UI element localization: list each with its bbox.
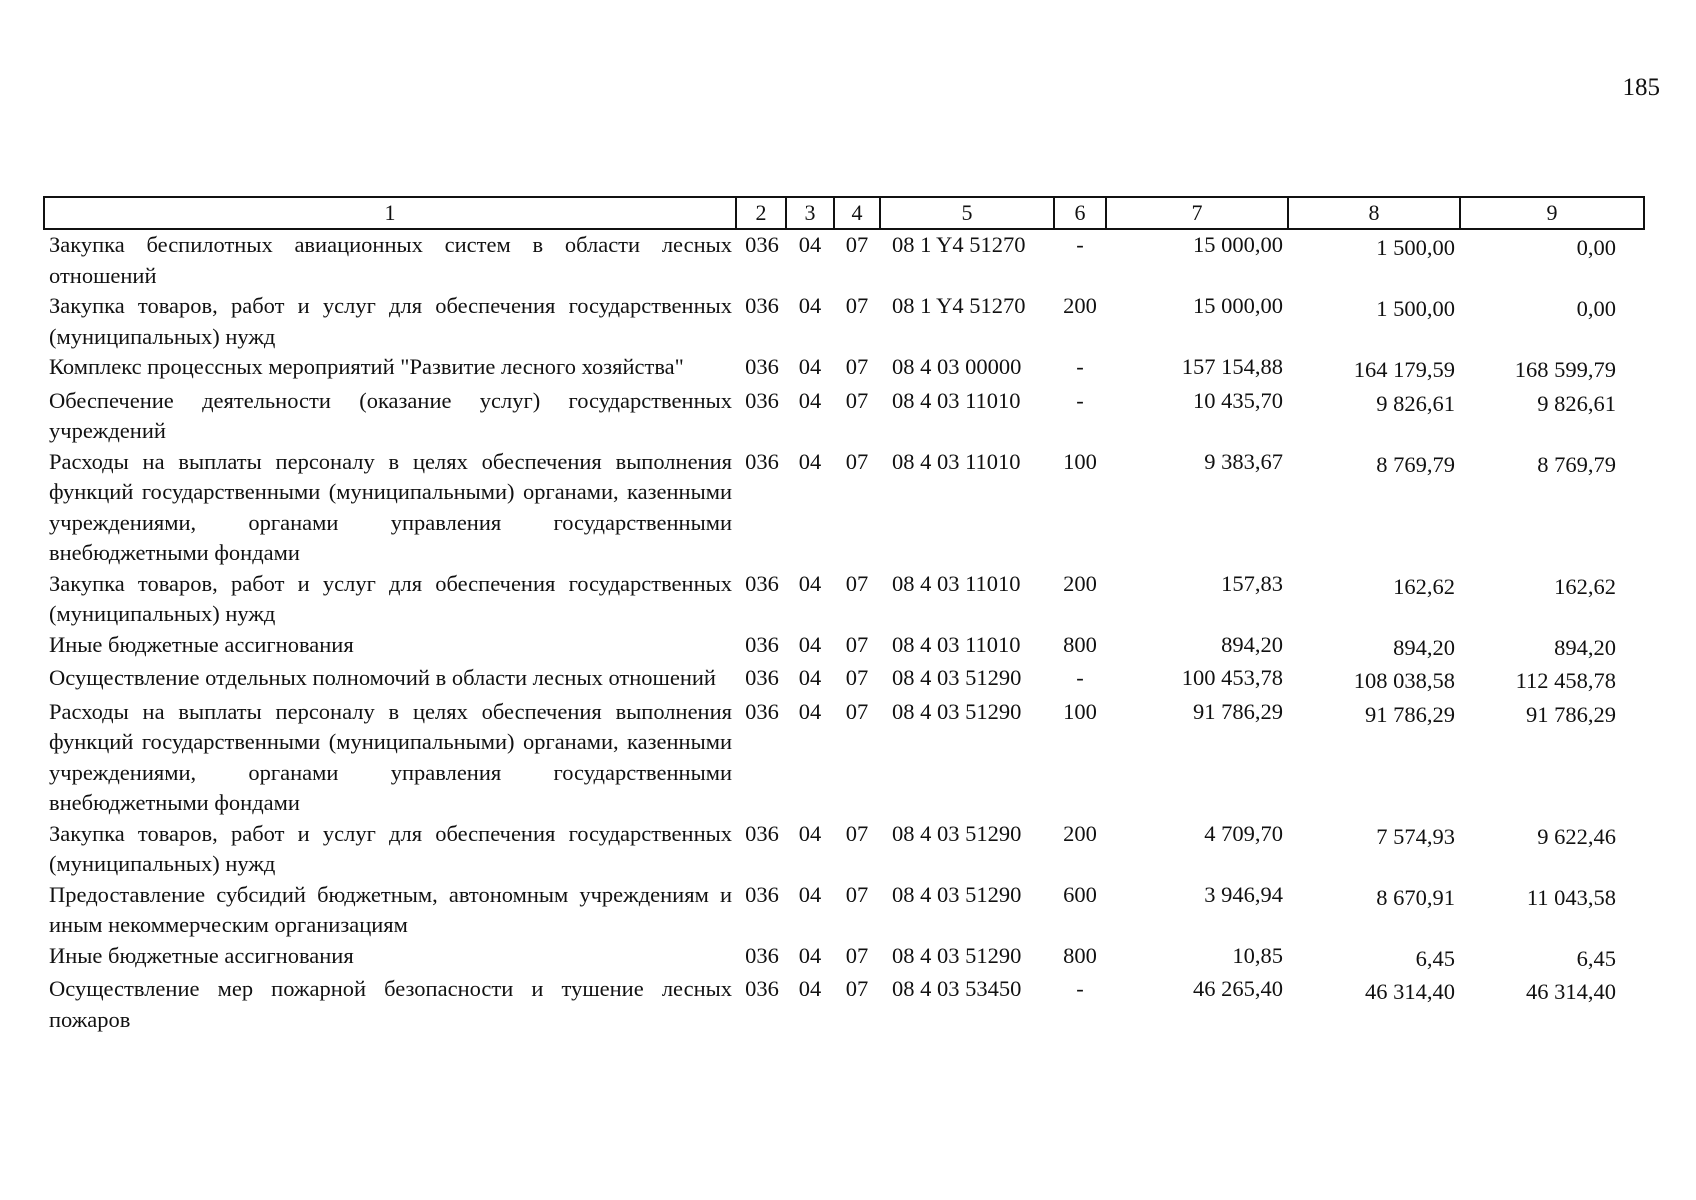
budget-table: [43, 196, 1645, 1035]
column-header-2: 2: [736, 197, 786, 229]
cell-amount-3: 0,00: [1576, 296, 1616, 321]
cell-grbs: 036: [745, 976, 779, 1001]
cell-target-article: 08 4 03 00000: [892, 354, 1022, 379]
cell-target-article: 08 4 03 51290: [892, 881, 1022, 907]
cell-target-article: 08 4 03 11010: [892, 631, 1021, 657]
cell-section: 04: [798, 665, 822, 690]
cell-target-article: 08 4 03 51290: [892, 665, 1022, 690]
cell-name: Комплекс процессных мероприятий "Развитие лесного хозяйства": [49, 354, 684, 379]
cell-subsection: 07: [845, 232, 869, 257]
table-row: [44, 447, 1644, 569]
cell-amount-2: 162,62: [1393, 573, 1455, 599]
cell-amount-2: 91 786,29: [1365, 701, 1455, 727]
cell-grbs: 036: [745, 631, 779, 657]
cell-target-article: 08 4 03 11010: [892, 448, 1021, 474]
cell-expense-type: 100: [1063, 448, 1097, 474]
cell-name: Закупка товаров, работ и услуг для обеспечения государственных (муниципальных) нужд: [49, 570, 732, 626]
cell-expense-type: 800: [1063, 942, 1097, 968]
cell-grbs: 036: [745, 698, 779, 724]
cell-amount-1: 3 946,94: [1204, 881, 1283, 907]
cell-section: 04: [798, 354, 822, 379]
column-header-3: 3: [786, 197, 834, 229]
cell-grbs: 036: [745, 354, 779, 379]
cell-amount-2: 1 500,00: [1376, 235, 1455, 260]
cell-section: 04: [798, 232, 822, 257]
cell-subsection: 07: [845, 881, 869, 907]
cell-target-article: 08 4 03 51290: [892, 942, 1022, 968]
cell-target-article: 08 4 03 11010: [892, 570, 1021, 596]
column-header-9: 9: [1460, 197, 1644, 229]
cell-name: Обеспечение деятельности (оказание услуг) государственных учреждений: [49, 387, 732, 443]
cell-expense-type: -: [1076, 232, 1084, 257]
cell-name: Предоставление субсидий бюджетным, автономным учреждениям и иным некоммерческим организациям: [49, 881, 732, 937]
cell-amount-1: 10 435,70: [1193, 387, 1283, 413]
cell-grbs: 036: [745, 881, 779, 907]
cell-amount-2: 46 314,40: [1365, 979, 1455, 1004]
cell-target-article: 08 1 Y4 51270: [892, 232, 1026, 257]
cell-amount-2: 9 826,61: [1376, 390, 1455, 416]
cell-amount-2: 1 500,00: [1376, 296, 1455, 321]
cell-expense-type: 100: [1063, 698, 1097, 724]
cell-grbs: 036: [745, 820, 779, 846]
cell-section: 04: [798, 293, 822, 318]
table-header-row: [44, 197, 1644, 229]
cell-expense-type: 200: [1063, 570, 1097, 596]
cell-amount-3: 6,45: [1576, 945, 1616, 971]
cell-amount-2: 8 769,79: [1376, 451, 1455, 477]
cell-amount-2: 164 179,59: [1353, 357, 1455, 382]
table-row: [44, 974, 1644, 1035]
cell-subsection: 07: [845, 387, 869, 413]
cell-expense-type: 800: [1063, 631, 1097, 657]
cell-amount-1: 10,85: [1232, 942, 1283, 968]
table-row: [44, 386, 1644, 447]
cell-section: 04: [798, 820, 822, 846]
cell-amount-3: 162,62: [1554, 573, 1616, 599]
cell-target-article: 08 4 03 53450: [892, 976, 1022, 1001]
cell-amount-3: 11 043,58: [1526, 884, 1616, 910]
table-row: [44, 880, 1644, 941]
cell-name: Закупка беспилотных авиационных систем в области лесных отношений: [49, 232, 732, 288]
cell-amount-3: 9 826,61: [1537, 390, 1616, 416]
table-row: [44, 229, 1644, 291]
column-header-4: 4: [834, 197, 880, 229]
cell-section: 04: [798, 570, 822, 596]
cell-subsection: 07: [845, 698, 869, 724]
cell-name: Иные бюджетные ассигнования: [49, 631, 354, 657]
cell-expense-type: -: [1076, 354, 1084, 379]
cell-amount-2: 6,45: [1415, 945, 1455, 971]
column-header-1: 1: [44, 197, 736, 229]
cell-amount-1: 15 000,00: [1193, 232, 1283, 257]
cell-name: Расходы на выплаты персоналу в целях обеспечения выполнения функций государственными (муниципальными) органами, казенными учреждениями, органами управления государственными внебюджетными фондами: [49, 698, 732, 815]
cell-target-article: 08 1 Y4 51270: [892, 293, 1026, 318]
cell-amount-1: 157 154,88: [1181, 354, 1283, 379]
cell-grbs: 036: [745, 293, 779, 318]
cell-amount-1: 46 265,40: [1193, 976, 1283, 1001]
cell-subsection: 07: [845, 631, 869, 657]
column-header-6: 6: [1054, 197, 1106, 229]
cell-section: 04: [798, 976, 822, 1001]
cell-section: 04: [798, 942, 822, 968]
cell-amount-3: 46 314,40: [1526, 979, 1616, 1004]
table-row: [44, 697, 1644, 819]
cell-name: Закупка товаров, работ и услуг для обеспечения государственных (муниципальных) нужд: [49, 293, 732, 349]
table-row: [44, 569, 1644, 630]
cell-section: 04: [798, 631, 822, 657]
cell-expense-type: 200: [1063, 293, 1097, 318]
cell-grbs: 036: [745, 387, 779, 413]
cell-amount-3: 9 622,46: [1537, 823, 1616, 849]
cell-grbs: 036: [745, 448, 779, 474]
cell-subsection: 07: [845, 570, 869, 596]
cell-amount-3: 894,20: [1554, 634, 1616, 660]
column-header-8: 8: [1288, 197, 1460, 229]
cell-amount-3: 168 599,79: [1514, 357, 1616, 382]
cell-subsection: 07: [845, 942, 869, 968]
column-header-5: 5: [880, 197, 1054, 229]
cell-name: Осуществление мер пожарной безопасности и тушение лесных пожаров: [49, 976, 732, 1032]
cell-expense-type: -: [1076, 665, 1084, 690]
cell-amount-1: 15 000,00: [1193, 293, 1283, 318]
cell-subsection: 07: [845, 293, 869, 318]
cell-grbs: 036: [745, 232, 779, 257]
cell-target-article: 08 4 03 51290: [892, 698, 1022, 724]
cell-amount-2: 7 574,93: [1376, 823, 1455, 849]
cell-target-article: 08 4 03 51290: [892, 820, 1022, 846]
cell-grbs: 036: [745, 570, 779, 596]
column-header-7: 7: [1106, 197, 1288, 229]
cell-amount-1: 894,20: [1221, 631, 1283, 657]
cell-section: 04: [798, 448, 822, 474]
cell-amount-1: 4 709,70: [1204, 820, 1283, 846]
cell-amount-2: 108 038,58: [1353, 668, 1455, 693]
table-row: [44, 291, 1644, 352]
page-number: 185: [1622, 74, 1660, 101]
cell-subsection: 07: [845, 354, 869, 379]
cell-grbs: 036: [745, 665, 779, 690]
cell-name: Осуществление отдельных полномочий в области лесных отношений: [49, 665, 716, 690]
table-body: [44, 229, 1644, 1035]
cell-grbs: 036: [745, 942, 779, 968]
table-row: [44, 663, 1644, 697]
table-row: [44, 941, 1644, 975]
cell-amount-3: 91 786,29: [1526, 701, 1616, 727]
table-row: [44, 352, 1644, 386]
cell-subsection: 07: [845, 820, 869, 846]
table-row: [44, 630, 1644, 664]
cell-name: Расходы на выплаты персоналу в целях обеспечения выполнения функций государственными (муниципальными) органами, казенными учреждениями, органами управления государственными внебюджетными фондами: [49, 448, 732, 565]
cell-expense-type: -: [1076, 976, 1084, 1001]
cell-section: 04: [798, 698, 822, 724]
cell-amount-1: 157,83: [1221, 570, 1283, 596]
cell-amount-1: 100 453,78: [1181, 665, 1283, 690]
cell-expense-type: -: [1076, 387, 1084, 413]
cell-name: Иные бюджетные ассигнования: [49, 942, 354, 968]
cell-amount-3: 112 458,78: [1515, 668, 1616, 693]
cell-subsection: 07: [845, 448, 869, 474]
cell-target-article: 08 4 03 11010: [892, 387, 1021, 413]
cell-subsection: 07: [845, 976, 869, 1001]
cell-amount-2: 8 670,91: [1376, 884, 1455, 910]
cell-amount-3: 8 769,79: [1537, 451, 1616, 477]
cell-expense-type: 600: [1063, 881, 1097, 907]
cell-amount-1: 91 786,29: [1193, 698, 1283, 724]
cell-expense-type: 200: [1063, 820, 1097, 846]
cell-amount-2: 894,20: [1393, 634, 1455, 660]
cell-section: 04: [798, 881, 822, 907]
cell-amount-1: 9 383,67: [1204, 448, 1283, 474]
cell-name: Закупка товаров, работ и услуг для обеспечения государственных (муниципальных) нужд: [49, 820, 732, 876]
cell-amount-3: 0,00: [1576, 235, 1616, 260]
cell-subsection: 07: [845, 665, 869, 690]
cell-section: 04: [798, 387, 822, 413]
table-row: [44, 819, 1644, 880]
